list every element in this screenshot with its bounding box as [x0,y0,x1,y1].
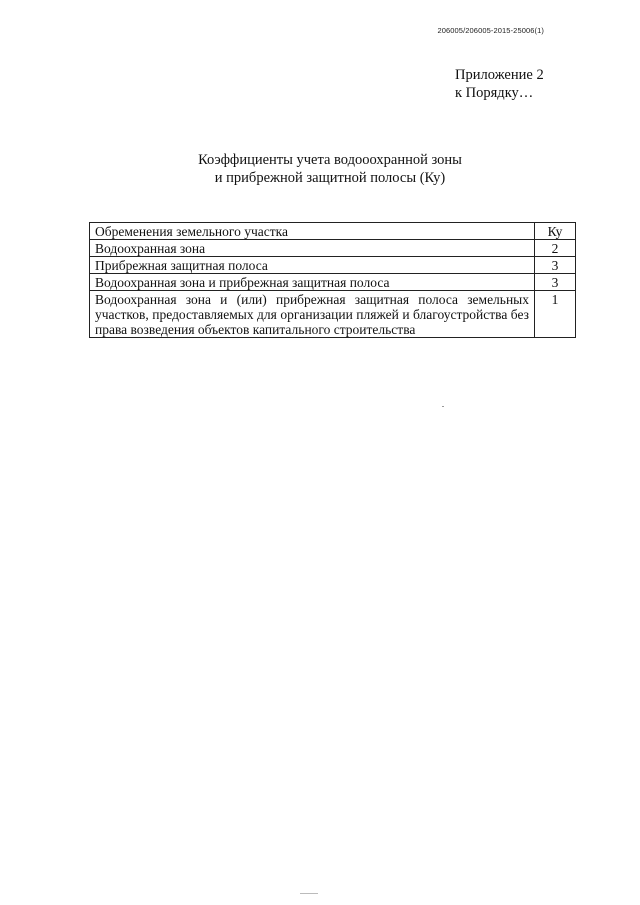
row-value-cell: 2 [535,240,576,257]
table-row [90,291,576,338]
row-name-cell: Водоохранная зона и (или) прибрежная защитная полоса земельных участков, предоставляемых для организации пляжей и благоустройства без права возведения объектов капитального строительства [90,291,535,338]
document-title [100,151,560,187]
title-line-2: и прибрежной защитной полосы (Ку) [214,170,446,186]
scan-speck [442,406,444,407]
appendix-reference [455,66,544,102]
scan-speck [300,893,318,894]
table-row [90,240,576,257]
row-name-cell: Прибрежная защитная полоса [90,257,535,274]
header-name-cell: Обременения земельного участка [90,223,535,240]
coefficient-table [89,222,576,338]
table-row [90,257,576,274]
table-header-row [90,223,576,240]
appendix-number: Приложение 2 [455,67,544,83]
row-value-cell: 1 [535,291,576,338]
header-value-cell: Ку [535,223,576,240]
document-id: 206005/206005-2015-25006(1) [437,26,544,35]
title-line-1: Коэффициенты учета водооохранной зоны [198,152,462,168]
row-name-cell: Водоохранная зона и прибрежная защитная полоса [90,274,535,291]
row-value-cell: 3 [535,274,576,291]
row-value-cell: 3 [535,257,576,274]
appendix-order-ref: к Порядку… [455,85,534,101]
row-name-cell: Водоохранная зона [90,240,535,257]
table-row [90,274,576,291]
